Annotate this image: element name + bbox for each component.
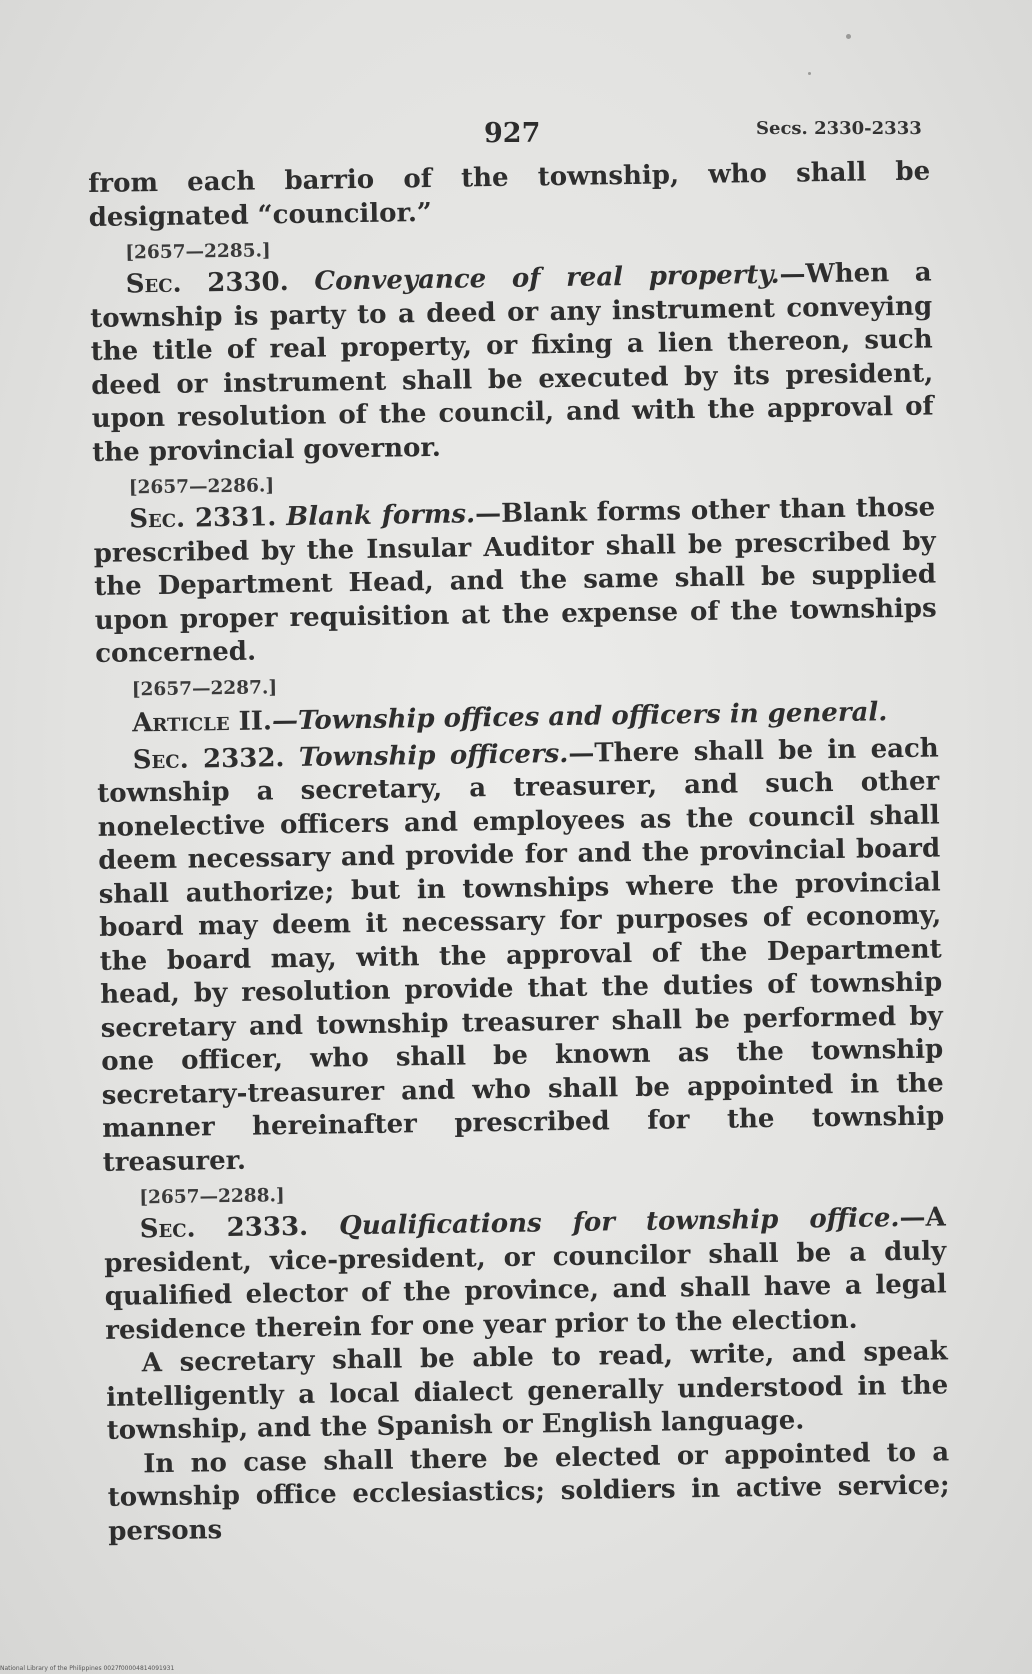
scan-speck (808, 72, 811, 75)
section-heading: Township officers. (298, 738, 569, 773)
citation-2333: [2657—2288.] (139, 1185, 285, 1209)
scan-footer: National Library of the Philippines 0027f00004814091931 (0, 1665, 175, 1672)
section-text: —There shall be in each township a secretary, a treasurer, and such other nonelective officers and employees as the council shall deem necessary and provide for and the provincial board shall authorize; but in townships where the provincial board may deem it necessary for purposes of economy, the board may, with the approval of the Department head, by resolution provide that the duties of township secretary and township treasurer shall be performed by one officer, who shall be known as the township secretary-treasurer and who shall be appointed in the manner hereinafter prescribed for the township treasurer. (97, 732, 945, 1178)
page-body (88, 156, 950, 1549)
article-title: —Township offices and officers in general. (271, 696, 888, 736)
section-text: —Blank forms other than those prescribed by the Insular Auditor shall be prescribed by the Department Head, and the same shall be supplied upon proper requisition at the expense of the townships concerned. (93, 492, 937, 669)
section-2331 (93, 491, 937, 671)
citation-2330: [2657—2285.] (125, 240, 271, 264)
section-label: Sec. 2332. (132, 742, 285, 775)
section-heading: Conveyance of real property. (314, 259, 780, 297)
article-label: Article II. (132, 705, 273, 738)
page-number: 927 (484, 118, 541, 149)
section-2333-paragraph-3: In no case shall there be elected or appointed to a township office ecclesiastics; soldiers in active service; persons (107, 1436, 950, 1547)
page-header (0, 118, 1032, 158)
section-2330 (89, 256, 934, 469)
section-heading: Qualifications for township office. (338, 1203, 900, 1242)
citation-article-2: [2657—2287.] (131, 676, 278, 700)
section-text: —When a township is party to a deed or any instrument conveying the title of real property, or fixing a lien thereon, such deed or instrument shall be executed by its president, upon resolution of the council, and with the approval of the provincial governor. (90, 257, 934, 468)
section-text: —A president, vice-president, or councilor shall be a duly qualified elector of the province, and shall have a legal residence therein for one year prior to the election. (104, 1202, 947, 1346)
section-range: Secs. 2330-2333 (756, 118, 922, 139)
opening-paragraph: from each barrio of the township, who shall be designated “councilor.” (88, 156, 931, 233)
section-label: Sec. 2330. (125, 267, 289, 300)
section-2332 (97, 732, 945, 1180)
section-2333 (104, 1201, 948, 1347)
scan-speck (846, 34, 851, 39)
section-heading: Blank forms. (286, 499, 476, 533)
section-2333-paragraph-2: A secretary shall be able to read, write, and speak intelligently a local dialect generally understood in the township, and the Spanish or English language. (106, 1336, 949, 1446)
section-label: Sec. 2333. (139, 1211, 309, 1245)
section-label: Sec. 2331. (128, 502, 277, 535)
citation-2331: [2657—2286.] (128, 475, 275, 499)
